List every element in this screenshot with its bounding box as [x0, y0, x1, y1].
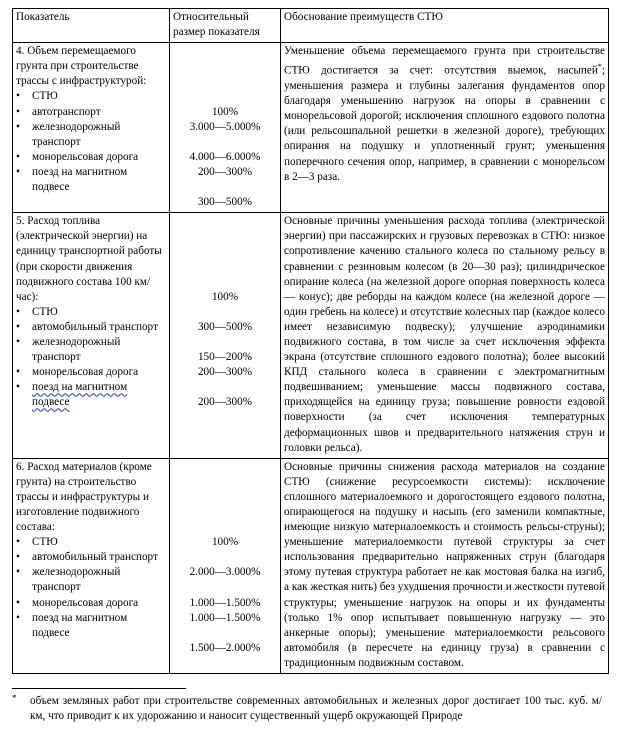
list-item: • монорельсовая дорога [16, 596, 166, 611]
footnote [12, 694, 602, 724]
header-row [13, 9, 609, 43]
transport-list [16, 305, 166, 411]
list-item: • автомобильный транспорт [16, 550, 166, 565]
value-text: 300—500% [197, 320, 253, 333]
transport-list [16, 535, 166, 641]
justification-cell: Основные причины снижения расхода материалов на создание СТЮ (снижение ресурсоемкости системы): исключение сплошного материалоемкого и дорогостоящего ездового полотна, опирающегося на подушку и насыпь (его заменили компактные, имеющие низкую материалоемкость и стоимость рельсы-струны); уменьшение материалоемкости путевой структуры за счет использования предварительно напряженных струн (благодаря этому путевая структура работает не как мостовая балка на изгиб, а как жесткая нить) без ухудшения прочности и жесткости путевой структуры; уменьшение нагрузок на опоры и их фундаменты (только 1% опор испытывает повышенную нагрузку — это анкерные опоры); уменьшение материалоемкости рельсового автомобиля (в пересчете на единицу груза) в сравнении с традиционным подвижным составом. [281, 458, 609, 673]
footnote-ref[interactable]: * [597, 62, 602, 72]
indicator-cell [13, 43, 170, 213]
value-text: 1.000—1.500% [189, 596, 261, 609]
values-cell [170, 213, 281, 459]
list-item: • автомобильный транспорт [16, 320, 166, 335]
header-justification: Обоснование преимуществ СТЮ [281, 9, 609, 43]
value-text: 2.000—3.000% [189, 566, 261, 579]
justification-text: Уменьшение объема перемещаемого грунта при строительстве СТЮ достигается за счет: отсутствия выемок, насыпей [284, 45, 605, 78]
values-cell [170, 458, 281, 673]
value-text: 4.000—6.000% [189, 150, 261, 163]
values-cell [170, 43, 281, 213]
footnote-text: объем земляных работ при строительстве современных автомобильных и железных дорог достигает 100 тыс. куб. м/км, что приводит к их удорожанию и наносит существенный ущерб окружающей Природе [30, 695, 602, 722]
list-item: • железнодорожный транспорт [16, 335, 166, 365]
value-text: 300—500% [197, 196, 253, 209]
list-item: • поезд на магнитном подвесе [16, 165, 166, 195]
value-text: 3.000—5.000% [189, 120, 261, 133]
justification-cell: Основные причины уменьшения расхода топлива (электрической энергии) при пассажирских и грузовых перевозках в СТЮ: низкое сопротивление качению стального колеса по стальному рельсу в сравнении с резиновым колесом (в 20—30 раз); цилиндрическое опирание колеса (на железной дороге опорная поверхность колеса — конус); две реборды на каждом колесе (на железной дороге — один гребень на колесе) и отсутствие колесных пар (каждое колесо имеет независимую подвеску); улучшение аэродинамики подвижного состава, в том числе за счет исключения эффекта экрана (отсутствие сплошного ездового полотна); более высокий КПД стального колеса в сравнении с электромагнитным подвешиванием; уменьшение массы подвижного состава, приходящейся на единицу груза; повышение ровности ездовой поверхности (за счет исключения температурных деформационных швов и предварительного натяжения струн и головки рельса). [281, 213, 609, 459]
list-item: • монорельсовая дорога [16, 150, 166, 165]
table-row [13, 43, 609, 213]
table-row [13, 458, 609, 673]
list-item: • СТЮ [16, 89, 166, 104]
value-text: 200—300% [197, 366, 253, 379]
list-item: • монорельсовая дорога [16, 365, 166, 380]
list-item: • железнодорожный транспорт [16, 565, 166, 595]
header-indicator: Показатель [13, 9, 170, 43]
value-text: 150—200% [197, 351, 253, 364]
indicator-title: 6. Расход материалов (кроме грунта) на строительство трассы и инфраструктуры и изготовление подвижного состава: [16, 460, 152, 534]
footnote-mark: * [12, 693, 17, 703]
list-item: • автотранспорт [16, 105, 166, 120]
list-item: • поезд на магнитном подвесе [16, 380, 166, 410]
comparison-table [12, 8, 609, 674]
value-text: 200—300% [197, 396, 253, 409]
indicator-title: 4. Объем перемещаемого грунта при строительстве трассы с инфраструктурой: [16, 45, 147, 88]
indicator-title: 5. Расход топлива (электрической энергии) на единицу транспортной работы (при скорости движения подвижного состава 100 км/час): [16, 215, 162, 303]
indicator-cell [13, 458, 170, 673]
justification-text: ; уменьшения размера и глубины залегания фундаментов опор благодаря уменьшению нагрузок на опоры в сравнении с монорельсовой дорогой; исключения сплошного ездового полотна (или рельсошпальной решетки в железной дороге), требующих опирания на подушку и уплотненный грунт; уменьшения поперечного сечения опор, например, в сравнении с монорельсом в 2—3 раза. [284, 65, 605, 183]
header-relative-size: Относительный размер показателя [170, 9, 281, 43]
value-text: 100% [211, 290, 239, 303]
transport-list [16, 89, 166, 195]
value-text: 200—300% [197, 165, 253, 178]
list-item: • поезд на магнитном подвесе [16, 611, 166, 641]
value-text: 1.000—1.500% [189, 611, 261, 624]
value-text: 100% [211, 105, 239, 118]
indicator-cell [13, 213, 170, 459]
list-item: • СТЮ [16, 535, 166, 550]
value-text: 100% [211, 536, 239, 549]
list-item: • железнодорожный транспорт [16, 120, 166, 150]
justification-cell [281, 43, 609, 213]
table-row [13, 213, 609, 459]
list-item: • СТЮ [16, 305, 166, 320]
footnote-separator [12, 688, 186, 689]
value-text: 1.500—2.000% [189, 641, 261, 654]
